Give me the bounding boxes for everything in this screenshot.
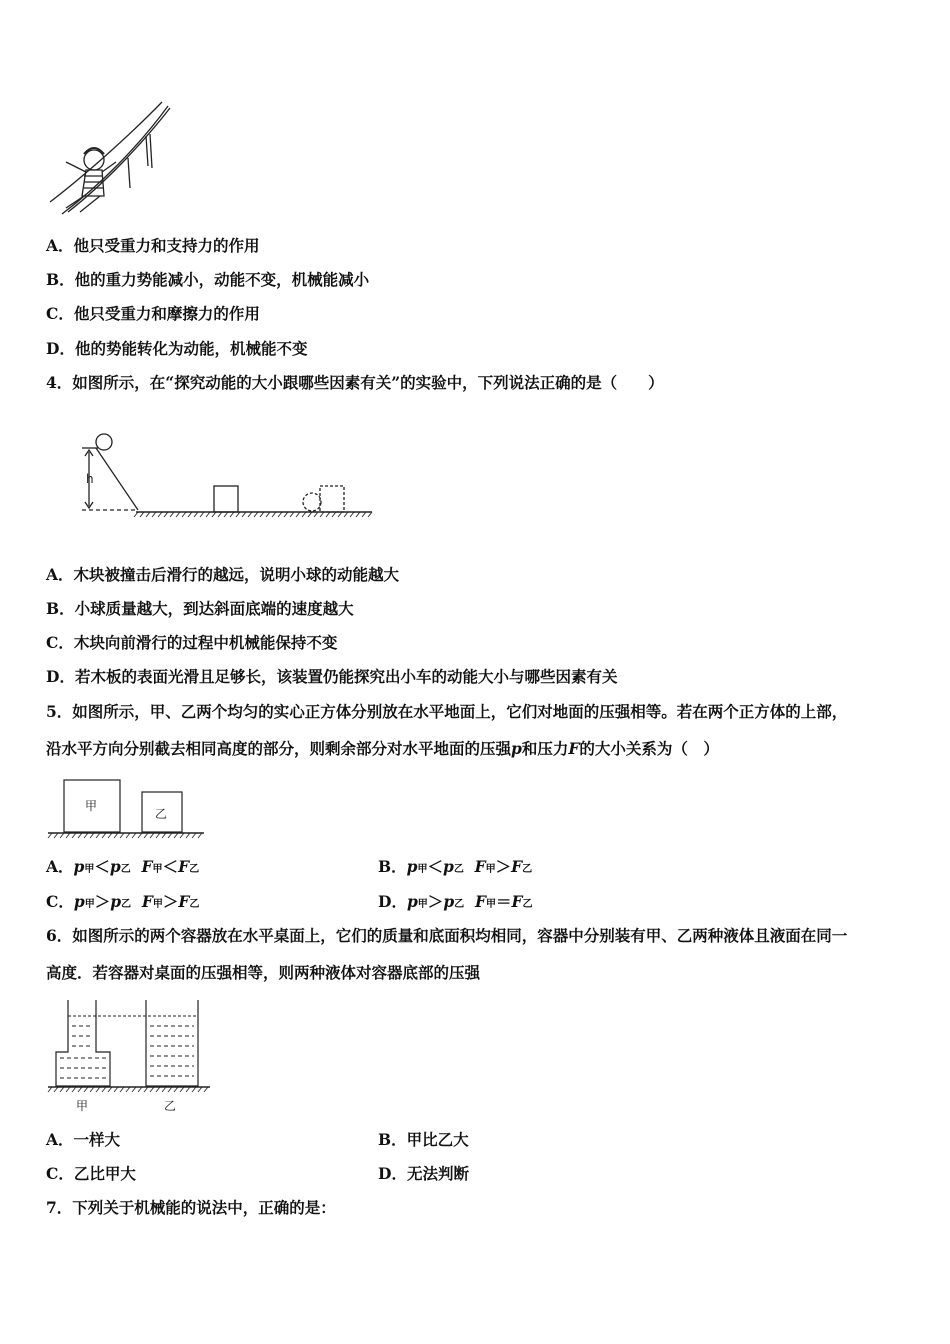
q6-option-d: D．无法判断 bbox=[378, 1164, 469, 1183]
ramp-ball-block-figure bbox=[78, 428, 378, 524]
q6-option-c: C．乙比甲大 bbox=[46, 1164, 136, 1183]
q4-option-c: C．木块向前滑行的过程中机械能保持不变 bbox=[46, 633, 338, 652]
q6-option-b: B．甲比乙大 bbox=[378, 1130, 469, 1149]
q7-stem: 7．下列关于机械能的说法中，正确的是： bbox=[46, 1198, 336, 1217]
slide-figure bbox=[44, 96, 174, 220]
two-cubes-figure bbox=[44, 776, 210, 842]
q6-stem-line1: 6．如图所示的两个容器放在水平桌面上，它们的质量和底面积均相同，容器中分别装有甲、乙两种液体且液面在同一 bbox=[46, 926, 848, 945]
container-label-yi: 乙 bbox=[164, 1099, 177, 1113]
q4-option-a: A．木块被撞击后滑行的越远，说明小球的动能越大 bbox=[46, 565, 400, 584]
cube-label-jia: 甲 bbox=[85, 799, 98, 813]
container-label-jia: 甲 bbox=[76, 1099, 89, 1113]
q6-stem-line2: 高度．若容器对桌面的压强相等，则两种液体对容器底部的压强 bbox=[46, 963, 481, 982]
q5-option-c: C．p甲＞p乙 F甲＞F乙 bbox=[46, 892, 200, 911]
q6-option-a: A．一样大 bbox=[46, 1130, 121, 1149]
q3-option-d: D．他的势能转化为动能，机械能不变 bbox=[46, 339, 308, 358]
q3-option-b: B．他的重力势能减小，动能不变，机械能减小 bbox=[46, 270, 370, 289]
q4-stem: 4．如图所示，在“探究动能的大小跟哪些因素有关”的实验中，下列说法正确的是（ ） bbox=[46, 373, 664, 392]
q5-option-a: A．p甲＜p乙 F甲＜F乙 bbox=[46, 857, 200, 876]
cube-label-yi: 乙 bbox=[155, 807, 168, 821]
q4-option-b: B．小球质量越大，到达斜面底端的速度越大 bbox=[46, 599, 354, 618]
height-label: h bbox=[86, 472, 94, 486]
q5-stem-line2: 沿水平方向分别截去相同高度的部分，则剩余部分对水平地面的压强p和压力F的大小关系为（ ） bbox=[46, 739, 719, 758]
q3-option-c: C．他只受重力和摩擦力的作用 bbox=[46, 304, 260, 323]
q3-option-a: A．他只受重力和支持力的作用 bbox=[46, 236, 260, 255]
q4-option-d: D．若木板的表面光滑且足够长，该装置仍能探究出小车的动能大小与哪些因素有关 bbox=[46, 667, 618, 686]
q5-option-b: B．p甲＜p乙 F甲＞F乙 bbox=[378, 857, 533, 876]
q5-stem-line1: 5．如图所示，甲、乙两个均匀的实心正方体分别放在水平地面上，它们对地面的压强相等。若在两个正方体的上部， bbox=[46, 702, 848, 721]
two-containers-figure bbox=[44, 996, 214, 1116]
q5-option-d: D．p甲＞p乙 F甲＝F乙 bbox=[378, 892, 533, 911]
